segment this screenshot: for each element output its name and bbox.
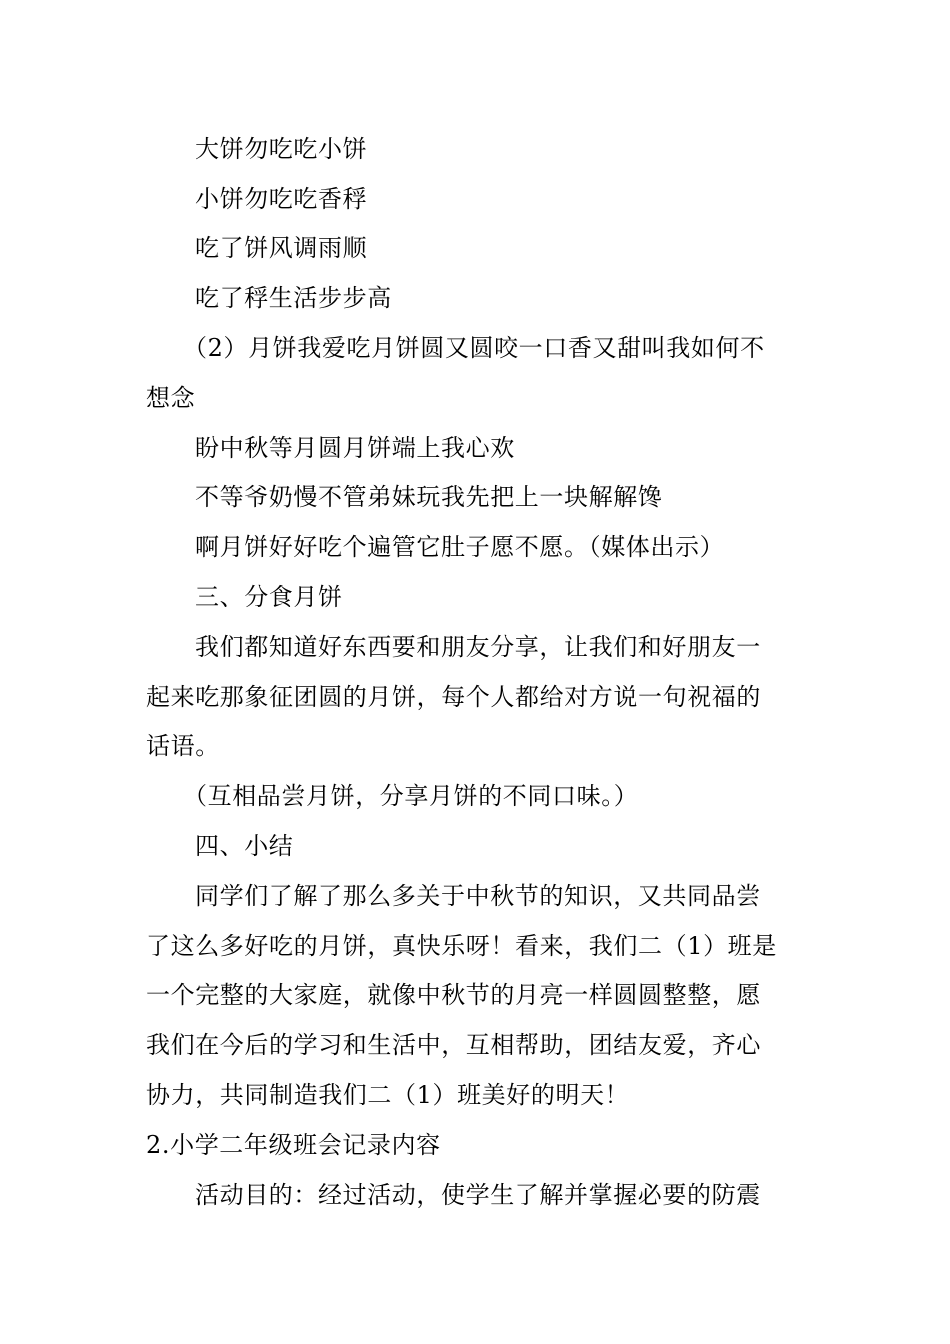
- text-line: 吃了饼风调雨顺: [195, 234, 368, 262]
- text-line: 一个完整的大家庭，就像中秋节的月亮一样圆圆整整，愿: [146, 981, 761, 1009]
- text-line: （2）月饼我爱吃月饼圆又圆咬一口香又甜叫我如何不: [183, 334, 765, 362]
- text-line: 啊月饼好好吃个遍管它肚子愿不愿。（媒体出示）: [195, 533, 725, 561]
- text-line: 不等爷奶慢不管弟妹玩我先把上一块解解馋: [195, 483, 663, 511]
- text-line: 想念: [146, 384, 196, 412]
- text-line: 小饼勿吃吃香稃: [195, 185, 368, 213]
- section-heading: 三、分食月饼: [195, 583, 343, 611]
- text-line: （互相品尝月饼，分享月饼的不同口味。）: [183, 782, 639, 810]
- text-line: 我们都知道好东西要和朋友分享，让我们和好朋友一: [195, 633, 761, 661]
- text-line: 话语。: [146, 732, 220, 760]
- text-line: 协力，共同制造我们二（1）班美好的明天！: [146, 1081, 630, 1109]
- text-line: 吃了稃生活步步高: [195, 284, 392, 312]
- text-line: 起来吃那象征团圆的月饼，每个人都给对方说一句祝福的: [146, 683, 761, 711]
- text-line: 我们在今后的学习和生活中，互相帮助，团结友爱，齐心: [146, 1031, 761, 1059]
- section-heading: 2.小学二年级班会记录内容: [146, 1131, 441, 1159]
- text-line: 大饼勿吃吃小饼: [195, 135, 368, 163]
- text-line: 同学们了解了那么多关于中秋节的知识，又共同品尝: [195, 882, 761, 910]
- section-heading: 四、小结: [195, 832, 294, 860]
- text-line: 了这么多好吃的月饼，真快乐呀！看来，我们二（1）班是: [146, 932, 777, 960]
- text-line: 活动目的：经过活动，使学生了解并掌握必要的防震: [195, 1181, 761, 1209]
- text-line: 盼中秋等月圆月饼端上我心欢: [195, 434, 515, 462]
